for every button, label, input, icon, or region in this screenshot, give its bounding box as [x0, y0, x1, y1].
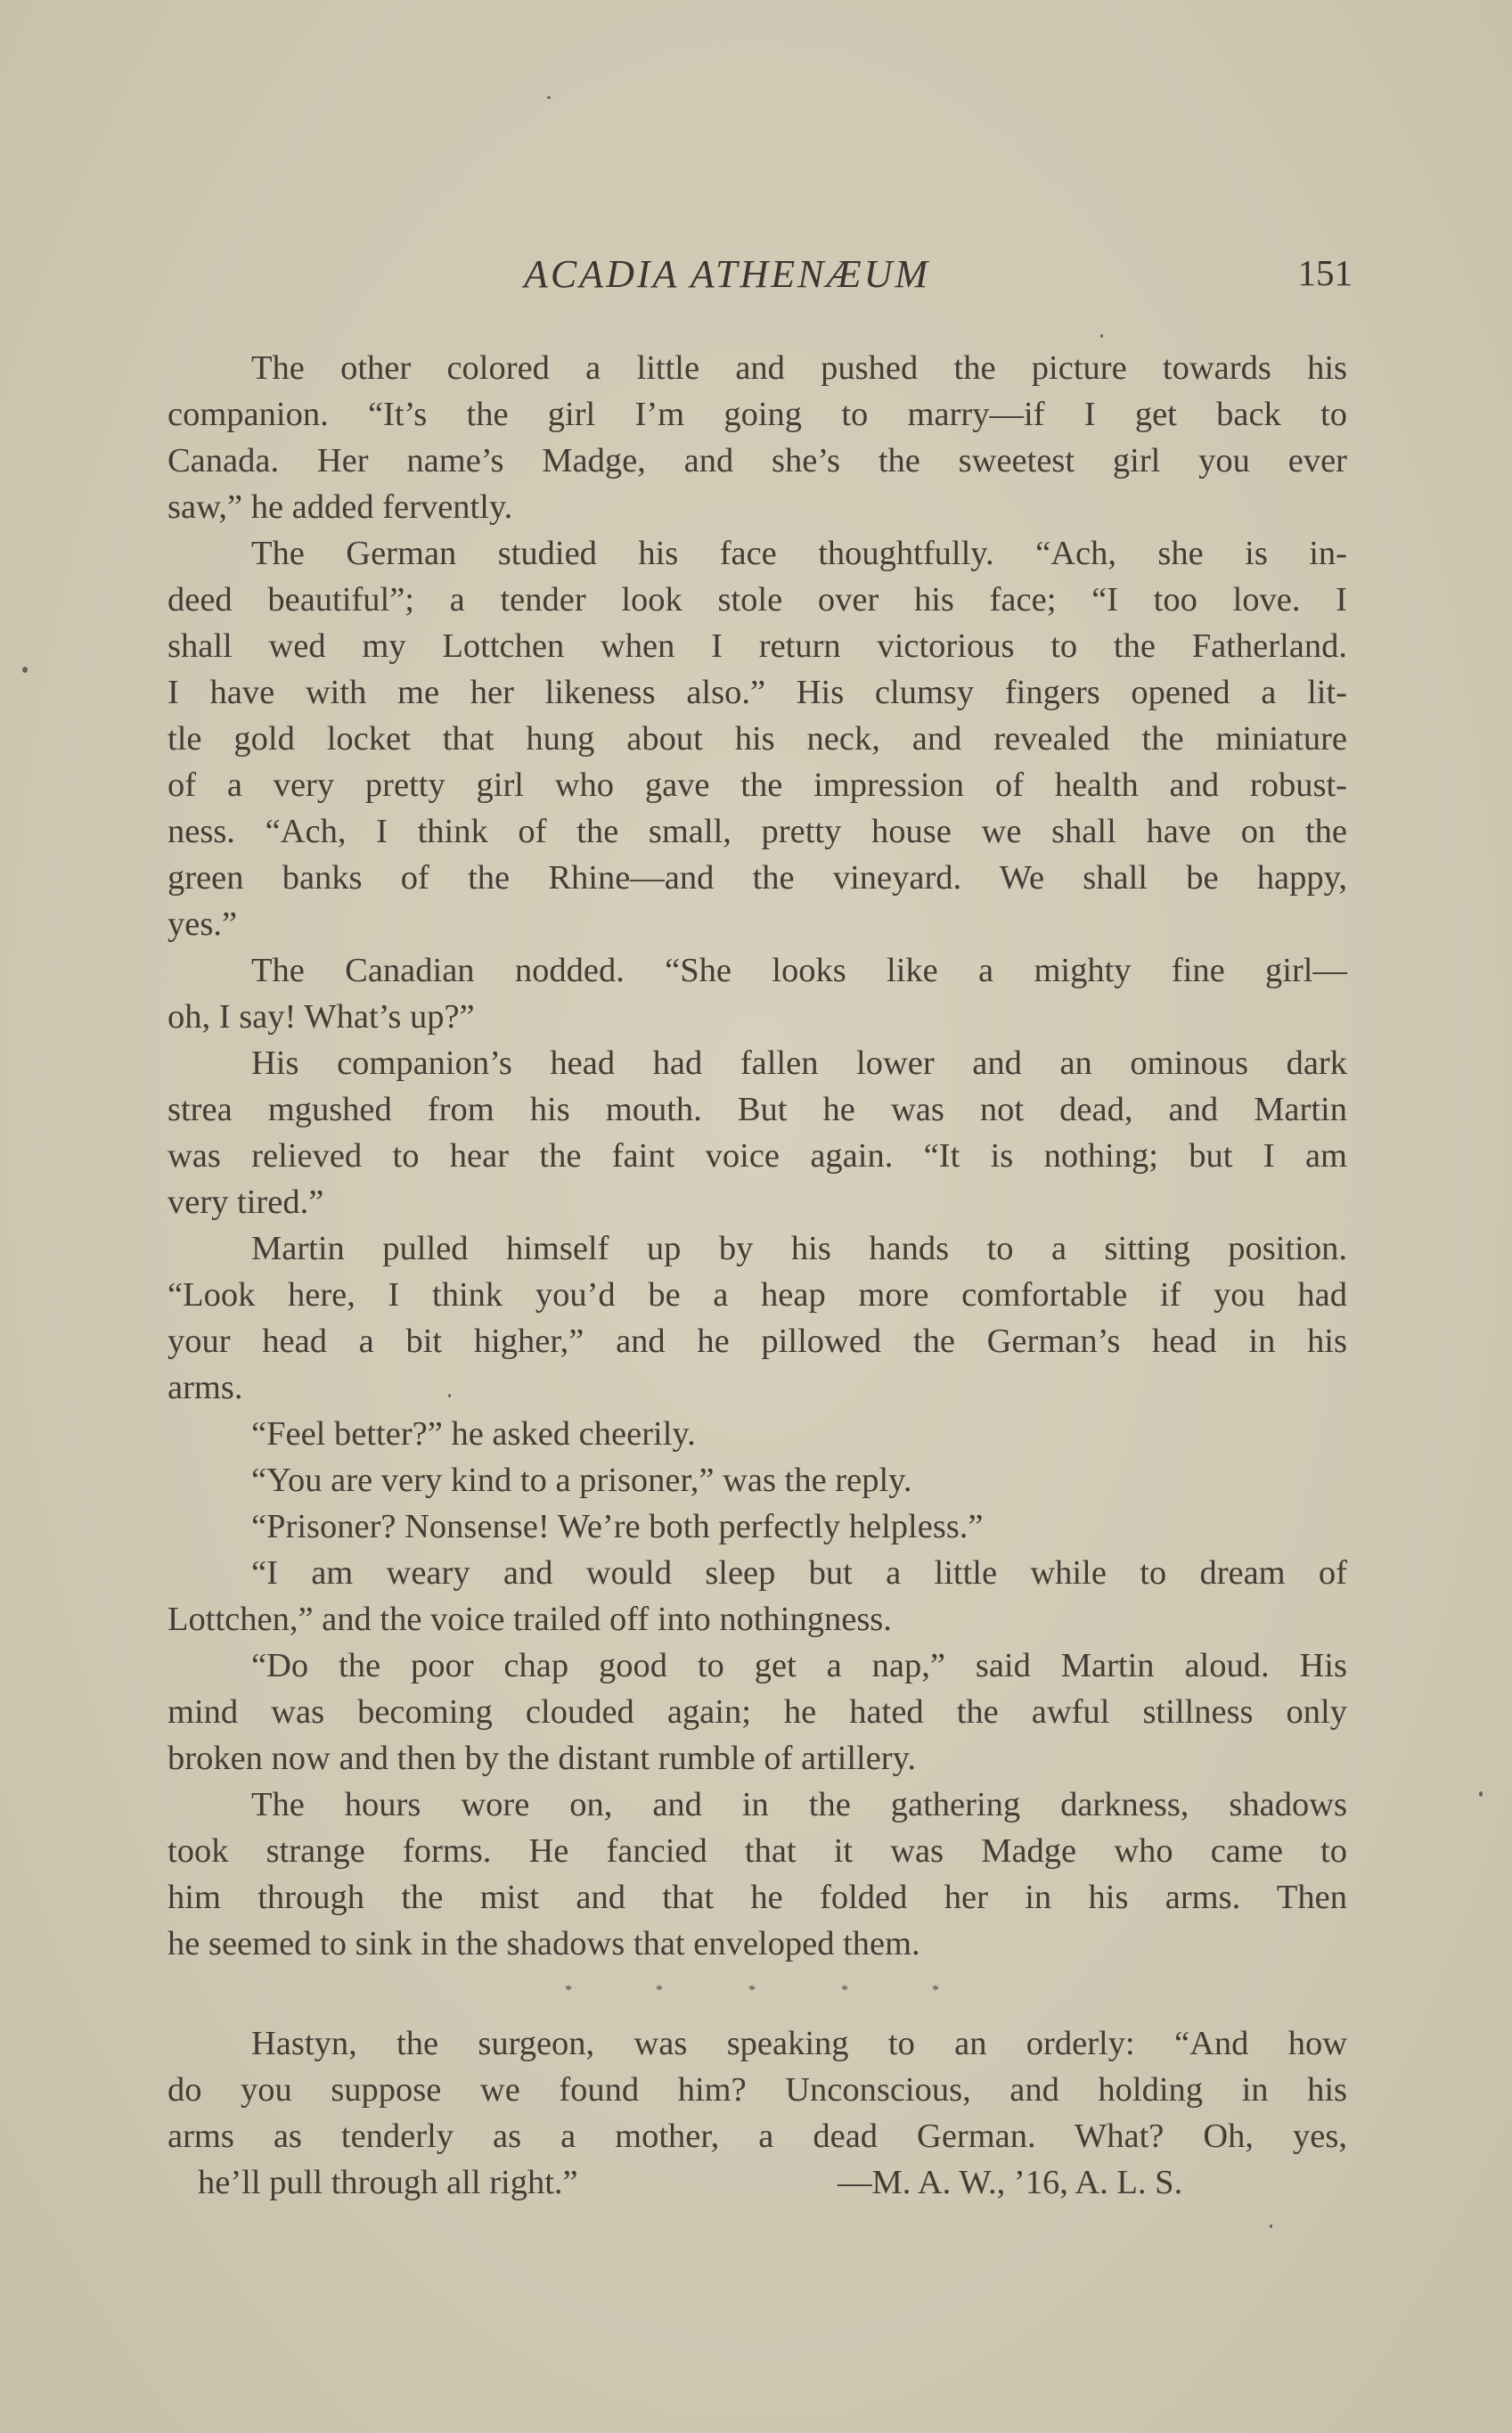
- text-line: His companion’s head had fallen lower and an ominous dark: [251, 1044, 1347, 1082]
- section-divider: [168, 1967, 1347, 2020]
- text-line: “Look here, I think you’d be a heap more comfortable if you had: [168, 1276, 1347, 1314]
- text-line: saw,” he added fervently.: [168, 488, 513, 526]
- text-line: The Canadian nodded. “She looks like a mighty fine girl—: [251, 952, 1347, 989]
- text-line: The German studied his face thoughtfully. “Ach, she is in-: [251, 535, 1347, 572]
- text-line: “You are very kind to a prisoner,” was the reply.: [251, 1462, 912, 1499]
- text-line: broken now and then by the distant rumble of artillery.: [168, 1740, 917, 1777]
- text-line: mind was becoming clouded again; he hated the awful stillness only: [168, 1693, 1347, 1731]
- text-line: companion. “It’s the girl I’m going to marry—if I get back to: [168, 396, 1347, 433]
- page-number: 151: [1297, 252, 1353, 293]
- text-line: green banks of the Rhine—and the vineyard. We shall be happy,: [168, 859, 1347, 897]
- closing-line: [168, 2159, 1347, 2206]
- text-line: arms as tenderly as a mother, a dead German. What? Oh, yes,: [168, 2118, 1347, 2155]
- text-line: do you suppose we found him? Unconscious, and holding in his: [168, 2071, 1347, 2109]
- text-line: “Do the poor chap good to get a nap,” said Martin aloud. His: [251, 1647, 1347, 1684]
- text-line: ness. “Ach, I think of the small, pretty house we shall have on the: [168, 813, 1347, 850]
- divider-mark: *: [748, 1983, 756, 1998]
- text-line: yes.”: [168, 905, 238, 943]
- running-title: ACADIA ATHENÆUM: [524, 252, 931, 296]
- text-line: he seemed to sink in the shadows that enveloped them.: [168, 1925, 920, 1962]
- text-line: Canada. Her name’s Madge, and she’s the sweetest girl you ever: [168, 442, 1347, 479]
- text-line: I have with me her likeness also.” His clumsy fingers opened a lit-: [168, 674, 1347, 711]
- divider-mark: *: [841, 1983, 848, 1998]
- text-line: him through the mist and that he folded her in his arms. Then: [168, 1879, 1347, 1916]
- text-line: took strange forms. He fancied that it was Madge who came to: [168, 1832, 1347, 1870]
- text-line: of a very pretty girl who gave the impression of health and robust-: [168, 766, 1347, 804]
- page-speck: [547, 96, 551, 99]
- text-line: Martin pulled himself up by his hands to a sitting position.: [251, 1230, 1347, 1267]
- divider-mark: *: [656, 1983, 663, 1998]
- divider-mark: *: [932, 1983, 939, 1998]
- text-line: strea mgushed from his mouth. But he was not dead, and Martin: [168, 1091, 1347, 1128]
- page-speck: [22, 667, 28, 673]
- page-speck: [448, 1394, 451, 1397]
- author-signature: —M. A. W., ’16, A. L. S.: [838, 2164, 1183, 2201]
- text-line: “Feel better?” he asked cheerily.: [251, 1415, 696, 1453]
- divider-mark: *: [565, 1983, 572, 1998]
- text-line: “Prisoner? Nonsense! We’re both perfectly helpless.”: [251, 1508, 984, 1545]
- text-line: Lottchen,” and the voice trailed off into nothingness.: [168, 1601, 892, 1638]
- page-speck: [1100, 334, 1103, 338]
- page-speck: [1479, 1791, 1483, 1797]
- text-line: arms.: [168, 1369, 243, 1406]
- page-speck: [1270, 2224, 1272, 2228]
- text-line: The other colored a little and pushed the picture towards his: [251, 349, 1347, 387]
- text-line: very tired.”: [168, 1184, 324, 1221]
- text-line: deed beautiful”; a tender look stole over his face; “I too love. I: [168, 581, 1347, 618]
- page-header: [524, 251, 1353, 305]
- text-line: Hastyn, the surgeon, was speaking to an orderly: “And how: [251, 2025, 1347, 2062]
- text-line: The hours wore on, and in the gathering darkness, shadows: [251, 1786, 1347, 1823]
- text-line: he’ll pull through all right.”: [198, 2164, 578, 2201]
- text-line: “I am weary and would sleep but a little while to dream of: [251, 1554, 1347, 1592]
- text-line: tle gold locket that hung about his neck, and revealed the miniature: [168, 720, 1347, 758]
- body-text: [168, 345, 1347, 2206]
- text-line: was relieved to hear the faint voice again. “It is nothing; but I am: [168, 1137, 1347, 1175]
- text-line: shall wed my Lottchen when I return victorious to the Fatherland.: [168, 627, 1347, 665]
- text-line: your head a bit higher,” and he pillowed the German’s head in his: [168, 1323, 1347, 1360]
- text-line: oh, I say! What’s up?”: [168, 998, 475, 1036]
